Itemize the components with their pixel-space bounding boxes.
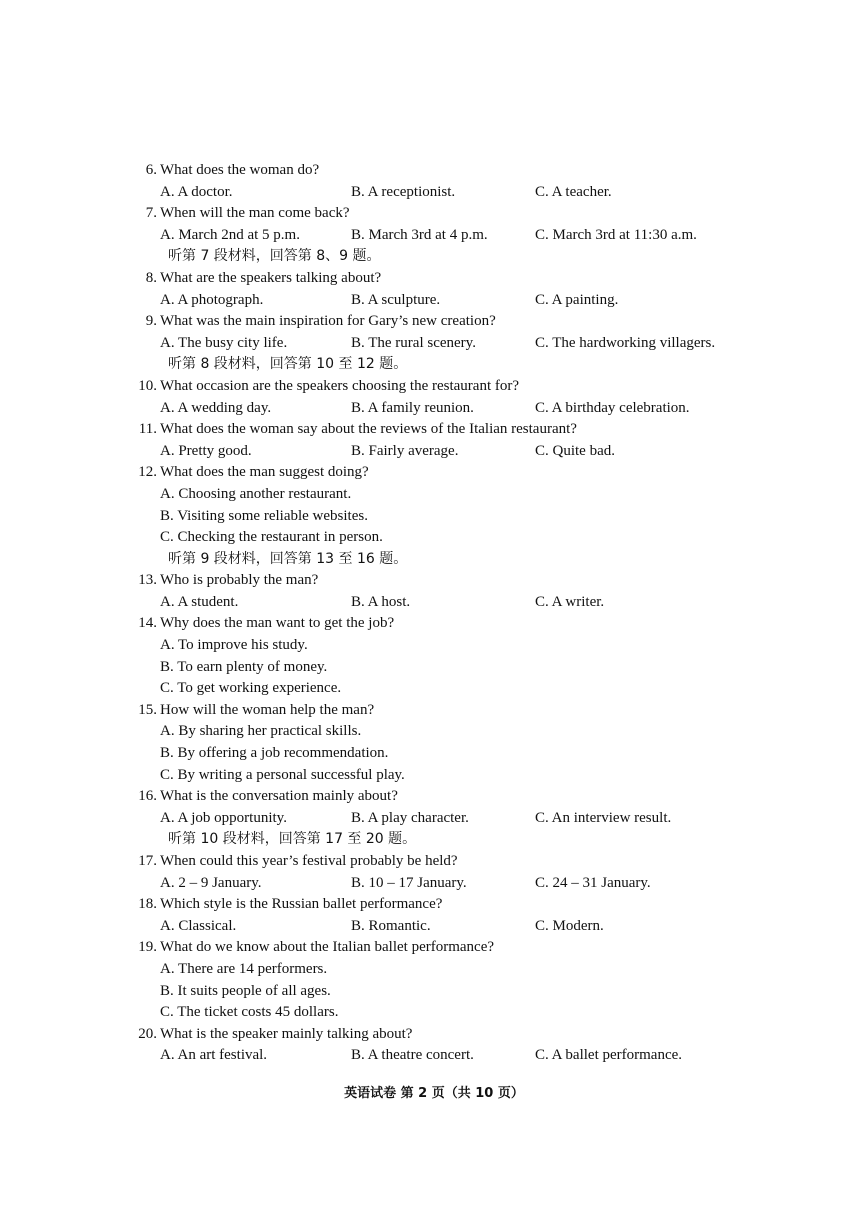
option-text: B. By offering a job recommendation. [160,745,389,762]
section-instruction-text: 听第 8 段材料，回答第 10 至 12 题。 [168,356,408,373]
option-row [0,506,868,528]
option-a: A. An art festival. [160,1047,268,1064]
page-footer: 英语试卷 第 2 页（共 10 页） [344,1086,524,1101]
section-instruction-text: 听第 7 段材料，回答第 8、9 题。 [168,248,381,265]
question-row [0,570,868,592]
question-row [0,462,868,484]
option-a: A. 2 – 9 January. [160,874,262,891]
question-number: 9. [145,313,157,330]
option-text: B. It suits people of all ages. [160,982,331,999]
option-a: A. A job opportunity. [160,809,287,826]
option-a: A. March 2nd at 5 p.m. [160,226,300,243]
option-c: C. An interview result. [535,809,672,826]
options-row [0,592,868,614]
question-row [0,613,868,635]
option-b: B. A theatre concert. [351,1047,474,1064]
option-row [0,1002,868,1024]
option-a: A. The busy city life. [160,334,288,351]
option-c: C. 24 – 31 January. [535,874,651,891]
option-b: B. The rural scenery. [351,334,476,351]
question-row [0,376,868,398]
question-row [0,786,868,808]
option-a: A. A doctor. [160,183,233,200]
question-row [0,203,868,225]
options-row [0,916,868,938]
option-row [0,484,868,506]
question-row [0,894,868,916]
option-b: B. March 3rd at 4 p.m. [351,226,488,243]
option-row [0,981,868,1003]
option-c: C. A writer. [535,593,605,610]
question-text: What does the man suggest doing? [160,464,369,481]
question-number: 6. [145,162,157,178]
option-row [0,743,868,765]
question-text: Which style is the Russian ballet performance? [160,896,443,913]
option-row [0,678,868,700]
option-b: B. Fairly average. [351,442,459,459]
section-instruction-text: 听第 10 段材料，回答第 17 至 20 题。 [168,831,417,848]
option-a: A. Classical. [160,917,237,934]
option-a: A. A student. [160,593,239,610]
question-row [0,419,868,441]
option-row [0,765,868,787]
option-text: B. Visiting some reliable websites. [160,507,368,524]
option-text: C. To get working experience. [160,680,342,697]
option-row [0,959,868,981]
option-row [0,527,868,549]
option-c: C. March 3rd at 11:30 a.m. [535,226,697,243]
question-number: 20. [138,1025,157,1042]
option-text: C. Checking the restaurant in person. [160,529,383,546]
option-c: C. A birthday celebration. [535,399,690,416]
question-text: When could this year’s festival probably be held? [160,853,458,869]
section-instruction [0,829,868,851]
question-number: 17. [138,853,157,869]
question-number: 7. [145,205,157,222]
question-row [0,1024,868,1046]
option-b: B. Romantic. [351,917,431,934]
option-a: A. A wedding day. [160,399,272,416]
options-row [0,1045,868,1067]
options-row [0,873,868,895]
option-a: A. Pretty good. [160,442,252,459]
question-number: 11. [138,421,157,438]
options-row [0,225,868,247]
section-instruction [0,549,868,571]
question-row [0,700,868,722]
question-row [0,268,868,290]
question-number: 10. [138,377,157,394]
question-list [0,160,868,1067]
question-text: What was the main inspiration for Gary’s new creation? [160,313,496,330]
options-row [0,398,868,420]
option-b: B. 10 – 17 January. [351,874,467,891]
question-row [0,937,868,959]
option-b: B. A receptionist. [351,183,456,200]
options-row [0,290,868,312]
option-text: A. To improve his study. [160,637,308,654]
option-c: C. A painting. [535,291,619,308]
section-instruction-text: 听第 9 段材料，回答第 13 至 16 题。 [168,550,408,567]
option-text: A. There are 14 performers. [160,960,328,977]
question-text: What is the conversation mainly about? [160,788,398,805]
option-a: A. A photograph. [160,291,264,308]
question-number: 15. [138,701,157,718]
question-number: 19. [138,939,157,956]
option-text: B. To earn plenty of money. [160,658,328,675]
option-row [0,721,868,743]
question-text: What are the speakers talking about? [160,269,382,286]
option-text: A. By sharing her practical skills. [160,723,362,740]
question-text: What do we know about the Italian ballet performance? [160,939,495,956]
question-text: What does the woman do? [160,162,320,178]
question-text: What occasion are the speakers choosing the restaurant for? [160,377,520,394]
options-row [0,333,868,355]
question-number: 18. [138,896,157,913]
question-row [0,160,868,182]
question-text: How will the woman help the man? [160,701,375,718]
option-b: B. A sculpture. [351,291,441,308]
question-text: When will the man come back? [160,205,350,222]
option-c: C. The hardworking villagers. [535,334,716,351]
question-text: Who is probably the man? [160,572,319,589]
option-row [0,635,868,657]
option-c: C. Modern. [535,917,604,934]
option-text: C. The ticket costs 45 dollars. [160,1004,339,1021]
question-number: 12. [138,464,157,481]
question-number: 8. [145,269,157,286]
options-row [0,808,868,830]
option-b: B. A host. [351,593,411,610]
question-number: 16. [138,788,157,805]
option-c: C. Quite bad. [535,442,615,459]
question-text: What does the woman say about the reviews of the Italian restaurant? [160,421,577,438]
option-text: C. By writing a personal successful play. [160,766,405,783]
option-b: B. A family reunion. [351,399,474,416]
option-b: B. A play character. [351,809,469,826]
question-text: What is the speaker mainly talking about? [160,1025,413,1042]
question-number: 13. [138,572,157,589]
option-row [0,657,868,679]
option-text: A. Choosing another restaurant. [160,485,352,502]
option-c: C. A teacher. [535,183,612,200]
section-instruction [0,354,868,376]
options-row [0,441,868,463]
question-number: 14. [138,615,157,632]
question-row [0,851,868,873]
section-instruction [0,246,868,268]
question-text: Why does the man want to get the job? [160,615,395,632]
option-c: C. A ballet performance. [535,1047,683,1064]
options-row [0,182,868,204]
question-row [0,311,868,333]
